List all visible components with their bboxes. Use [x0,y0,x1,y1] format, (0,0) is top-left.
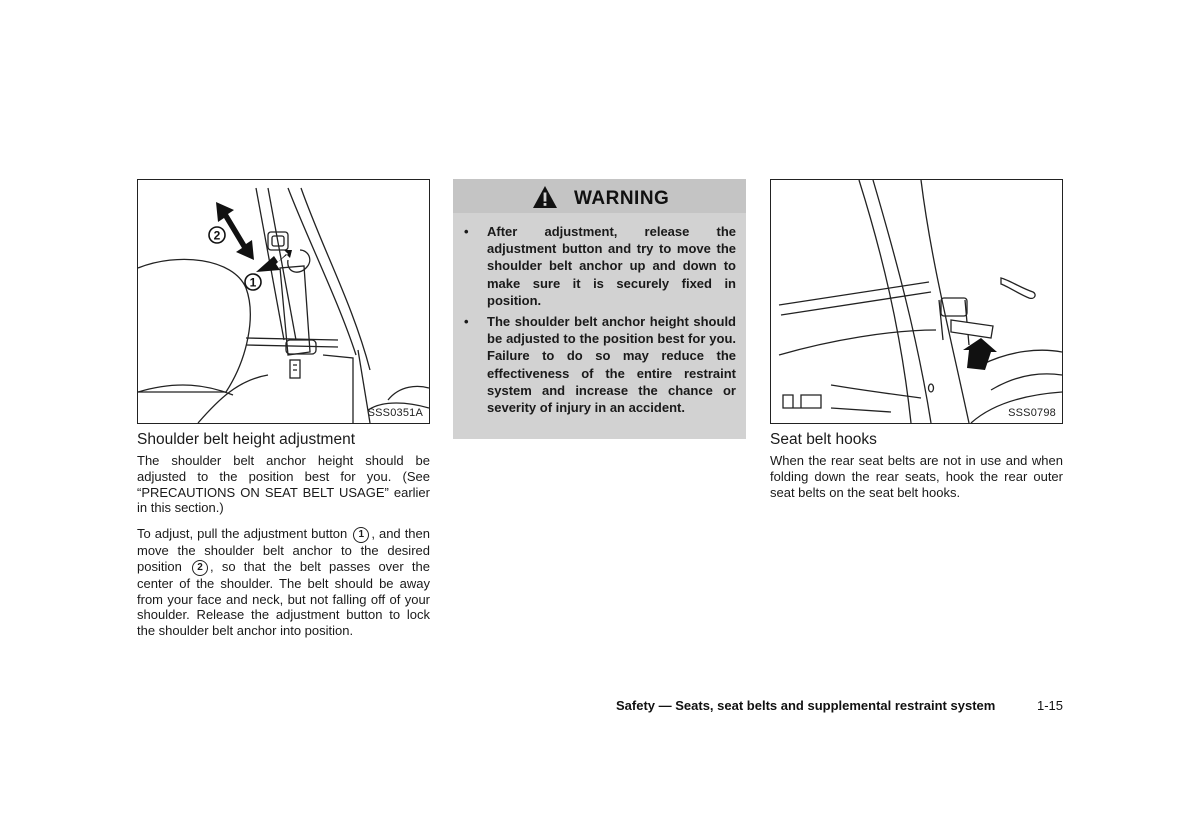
paragraph-text: When the rear seat belts are not in use and when folding down the rear seats, hook the rear outer seat belts on the seat belt hooks. [770,453,1063,500]
svg-text:2: 2 [213,228,221,243]
paragraph [137,453,430,516]
section-heading: Seat belt hooks [770,431,877,448]
paragraph-text: The shoulder belt anchor height should be adjusted to the position best for you. (See “PRECAUTIONS ON SEAT BELT USAGE” earlier in this section.) [137,453,430,516]
paragraph [770,453,1063,500]
warning-item-text: After adjustment, release the adjustment button and try to move the shoulder belt anchor up and down to make sure it is securely fixed in position. [487,224,736,308]
paragraph-text: To adjust, pull the adjustment button [137,526,348,541]
bullet: • [464,224,469,239]
warning-box [453,179,746,439]
warning-title: WARNING [574,188,670,209]
warning-header [453,179,746,213]
footer [616,698,1063,713]
warning-list [453,223,746,420]
svg-text:1: 1 [249,275,257,290]
figure-code: SSS0798 [1008,407,1056,419]
warning-triangle-icon [532,185,558,209]
warning-item [453,223,746,309]
page-number: 1-15 [1036,698,1063,713]
bullet: • [464,314,469,330]
seat-belt-hook-figure [770,179,1063,424]
warning-item-text: The shoulder belt anchor height should be adjusted to the position best for you. Failure to do so may reduce the effectiveness of the entire restraint system and increase the chance or severity of injury in an accident. [487,314,736,416]
shoulder-belt-figure [137,179,430,424]
seat-belt-hook-illustration [771,180,1062,423]
marker-1-badge: 1 [353,527,369,543]
figure-code: SSS0351A [367,407,423,419]
marker-2-badge: 2 [192,560,208,576]
footer-section-title: Safety — Seats, seat belts and supplemental restraint system [616,698,996,713]
section-heading: Shoulder belt height adjustment [137,431,356,448]
paragraph-text: , and then move the shoulder belt anchor to the desired position [137,526,430,574]
paragraph [137,526,430,639]
shoulder-belt-illustration [138,180,429,423]
paragraph-text: , so that the belt passes over the center of the shoulder. The belt should be away from your face and neck, but not falling off of your shoulder. Release the adjustment button to lock the shoulder belt anchor into position. [137,558,430,639]
warning-item [453,313,746,416]
